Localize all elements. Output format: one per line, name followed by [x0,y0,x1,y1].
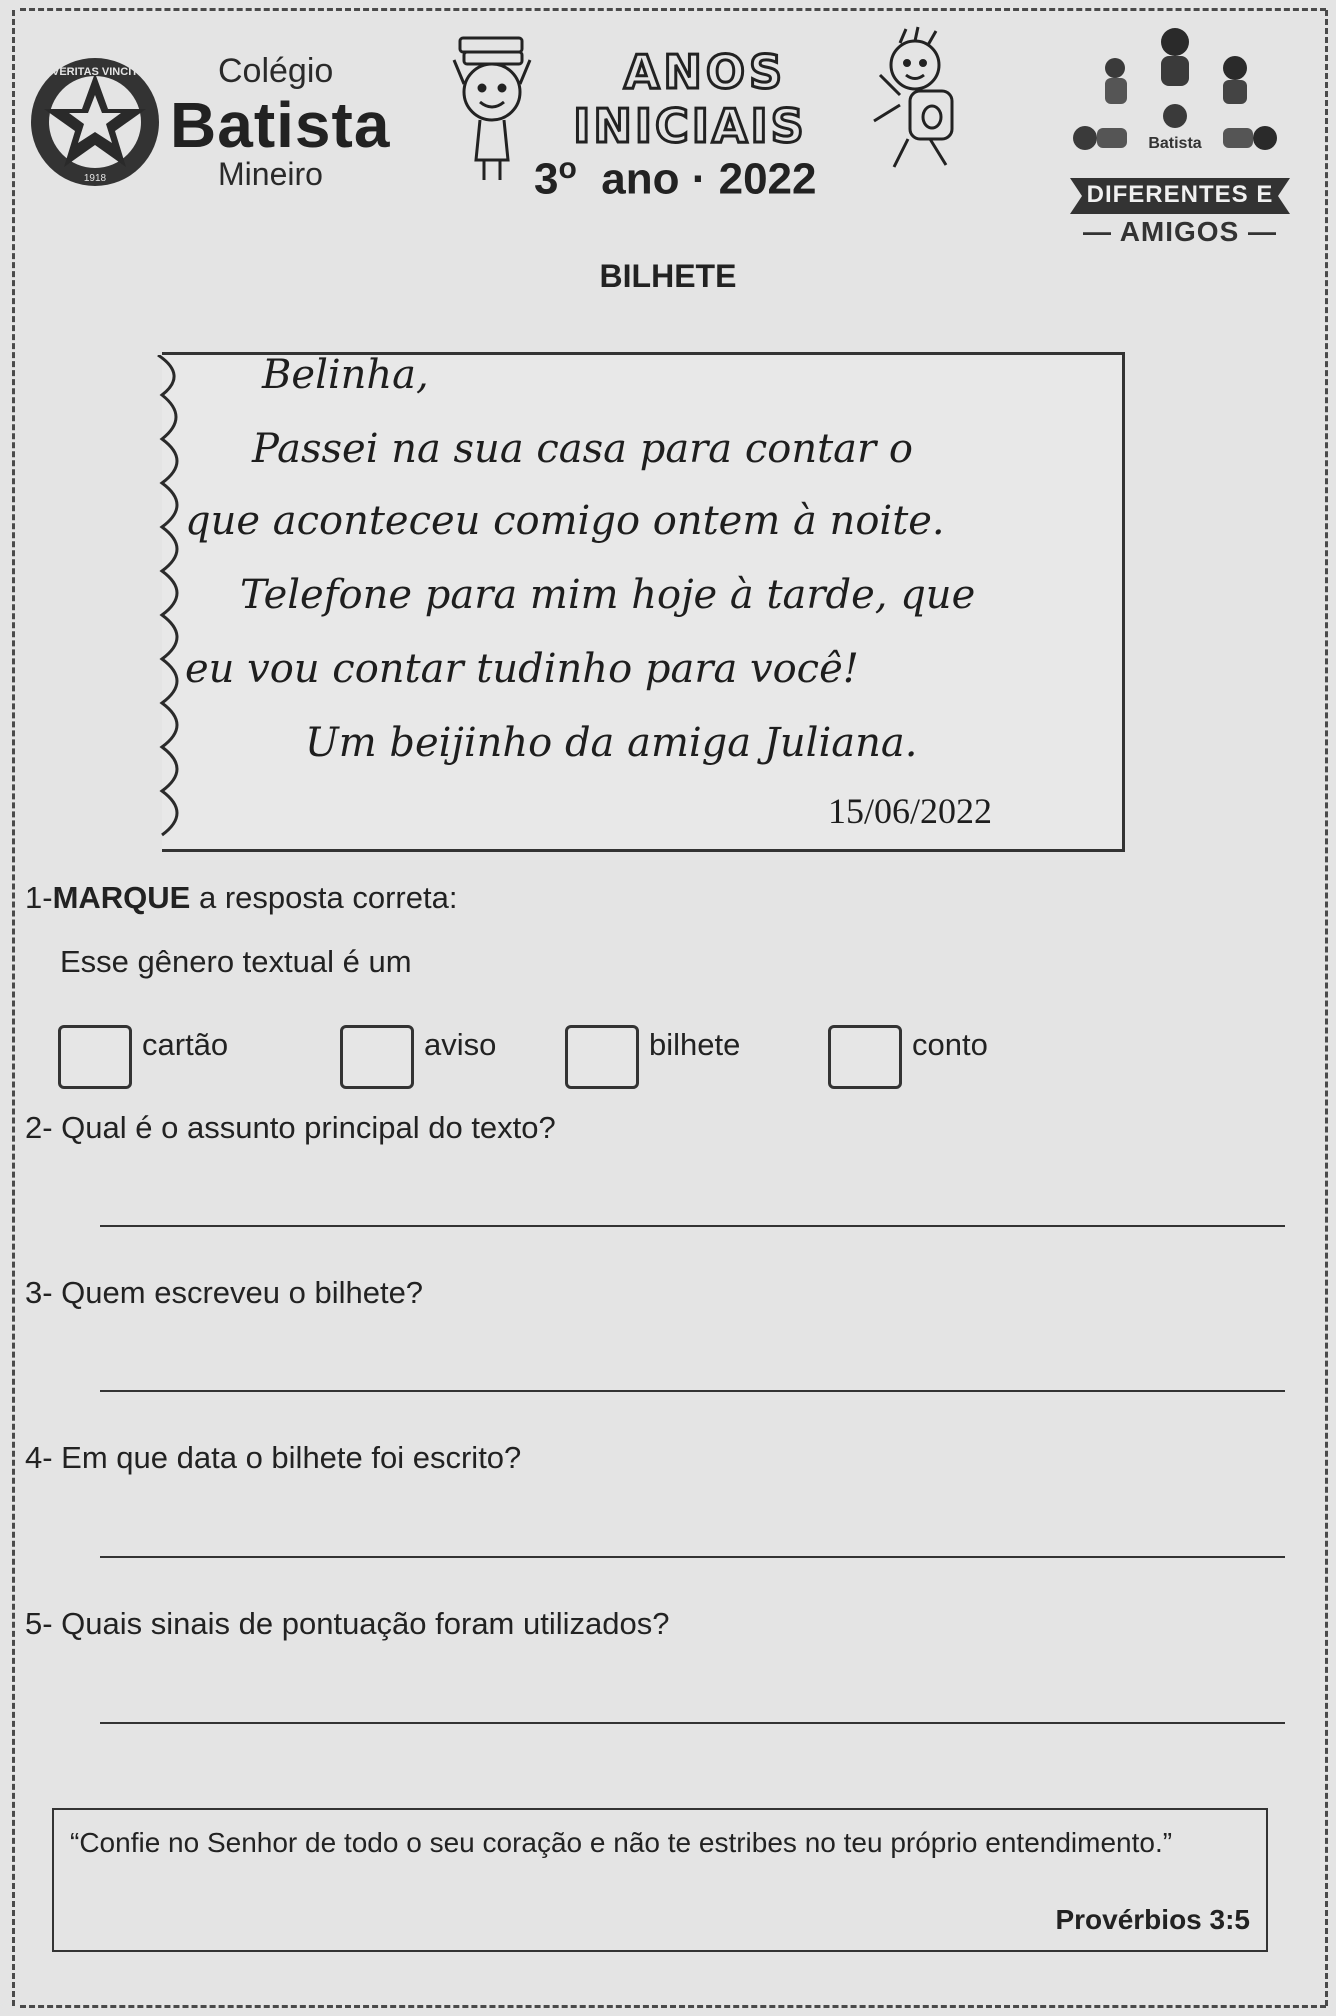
note-closing: Um beijinho da amiga Juliana. [305,720,918,766]
grade-text: ano · 2022 [601,154,817,204]
option-conto-label: conto [912,1027,988,1062]
option-cartao-checkbox[interactable] [58,1025,132,1089]
question-1 [25,880,457,916]
question-4: 4- Em que data o bilhete foi escrito? [25,1440,522,1475]
option-bilhete-label: bilhete [649,1027,741,1062]
kid-holding-books-icon [440,30,545,185]
verse-reference: Provérbios 3:5 [1055,1904,1250,1935]
cluster-badge: Batista [1148,135,1202,152]
option-aviso-label: aviso [424,1027,497,1062]
cut-line-right [1325,10,1328,2006]
campaign-line1: DIFERENTES E [1086,181,1274,208]
question-2: 2- Qual é o assunto principal do texto? [25,1110,556,1145]
note-line-3: Telefone para mim hoje à tarde, que [240,572,976,618]
answer-line-2[interactable] [100,1225,1285,1227]
note-greeting: Belinha, [262,352,429,398]
school-name: Batista [170,89,391,161]
note-line-2: que aconteceu comigo ontem à noite. [185,498,945,544]
school-logo-icon [28,55,163,190]
question-1-sub: Esse gênero textual é um [60,944,412,979]
stage-line2: INICIAIS [573,99,807,150]
verse-text: “Confie no Senhor de todo o seu coração e não te estribes no teu próprio entendimento.” [70,1827,1173,1858]
option-conto-checkbox[interactable] [828,1025,902,1089]
logo-ring-text: VERITAS VINCIT [52,66,138,78]
question-5: 5- Quais sinais de pontuação foram utilizados? [25,1606,670,1641]
answer-line-5[interactable] [100,1722,1285,1724]
option-bilhete[interactable] [565,1025,740,1087]
kid-with-backpack-icon [860,25,970,175]
answer-line-4[interactable] [100,1556,1285,1558]
stage-line1: ANOS [623,45,787,99]
school-suffix: Mineiro [218,156,323,192]
kids-cluster-icon [1055,20,1295,175]
cut-line-left [12,10,15,2006]
cut-line-top [20,8,1326,11]
note-date: 15/06/2022 [828,791,993,831]
spiral-binding-icon [148,355,208,845]
cut-line-bottom [20,2005,1326,2008]
note-line-1: Passei na sua casa para contar o [252,426,913,472]
option-cartao[interactable] [58,1025,228,1087]
option-cartao-label: cartão [142,1027,229,1062]
question-1-number: 1- [25,880,53,915]
note-line-4: eu vou contar tudinho para você! [185,646,859,692]
grade-number: 3 [534,154,559,204]
option-aviso[interactable] [340,1025,496,1087]
campaign-line2-text: AMIGOS [1119,216,1240,247]
question-1-bold: MARQUE [52,880,191,915]
question-3: 3- Quem escreveu o bilhete? [25,1275,424,1310]
campaign-line2: — AMIGOS — [1082,216,1278,247]
question-1-rest: a resposta correta: [190,880,458,915]
option-conto[interactable] [828,1025,988,1087]
option-aviso-checkbox[interactable] [340,1025,414,1089]
option-bilhete-checkbox[interactable] [565,1025,639,1089]
answer-line-3[interactable] [100,1390,1285,1392]
anos-iniciais-logo [540,40,840,150]
page-title: BILHETE [599,258,737,294]
grade-degree: o [558,152,577,185]
school-prefix: Colégio [218,52,334,90]
logo-year: 1918 [83,173,107,184]
grade-year [534,152,816,205]
